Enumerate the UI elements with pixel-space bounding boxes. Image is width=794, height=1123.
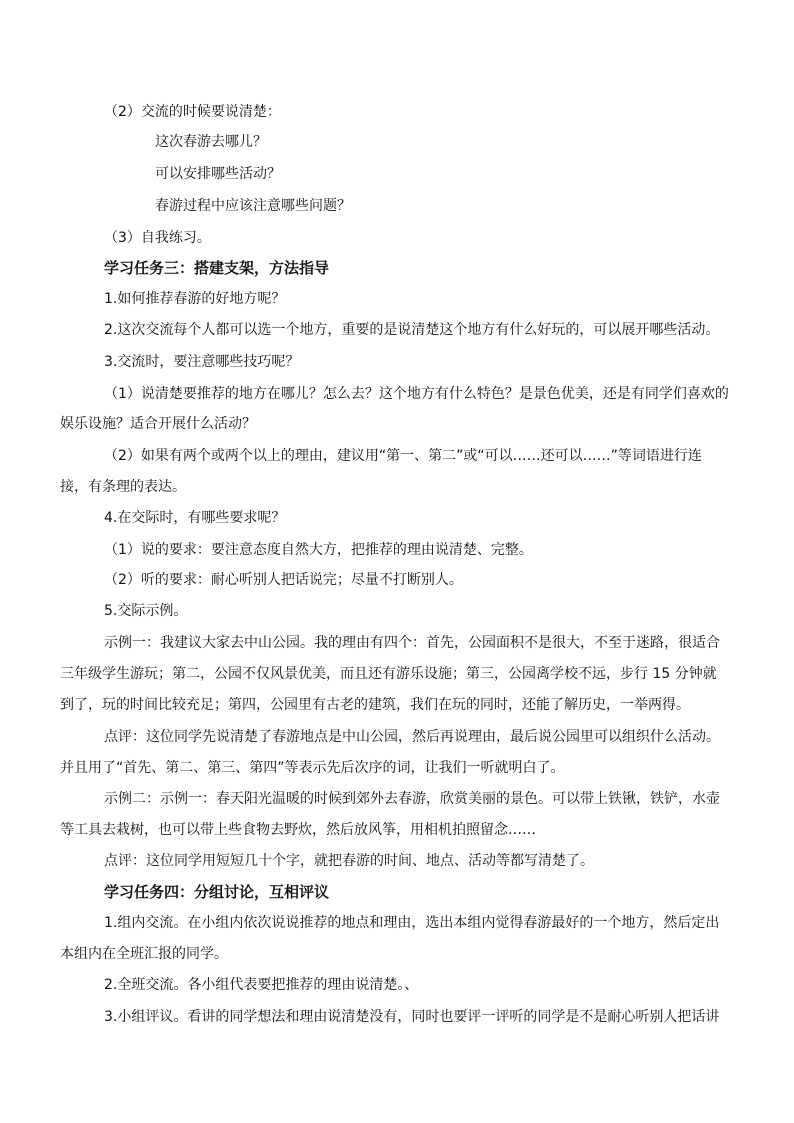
text-line: 三年级学生游玩；第二，公园不仅风景优美，而且还有游乐设施；第三，公园离学校不远，步行 15 分钟就 — [60, 666, 717, 682]
text-line: 3.交流时，要注意哪些技巧呢？ — [104, 354, 300, 370]
text-line: 娱乐设施？适合开展什么活动？ — [60, 416, 256, 432]
text-line: 4.在交际时，有哪些要求呢？ — [104, 510, 286, 526]
text-line: （1）说的要求：要注意态度自然大方，把推荐的理由说清楚、完整。 — [104, 542, 533, 558]
text-line: 示例二：示例一：春天阳光温暖的时候到郊外去春游，欣赏美丽的景色。可以带上铁锹，铁铲，水壶 — [104, 791, 720, 807]
text-line: 本组内在全班汇报的同学。 — [60, 946, 228, 962]
text-line: 5.交际示例。 — [104, 603, 188, 619]
text-line: 并且用了“首先、第二、第三、第四”等表示先后次序的词，让我们一听就明白了。 — [60, 760, 565, 776]
section-heading: 学习任务四：分组讨论，互相评议 — [104, 883, 330, 901]
text-line: （1）说清楚要推荐的地方在哪儿？怎么去？这个地方有什么特色？是景色优美，还是有同学们喜欢的 — [104, 386, 729, 402]
text-line: 点评：这位同学用短短几十个字，就把春游的时间、地点、活动等都写清楚了。 — [104, 853, 594, 869]
text-line: 1.如何推荐春游的好地方呢？ — [104, 291, 286, 307]
text-line: 可以安排哪些活动？ — [155, 166, 281, 182]
text-line: 到了，玩的时间比较充足；第四，公园里有古老的建筑，我们在玩的同时，还能了解历史，一举两得。 — [60, 697, 690, 713]
text-line: 2.全班交流。各小组代表要把推荐的理由说清楚。、 — [104, 977, 419, 993]
section-heading: 学习任务三：搭建支架，方法指导 — [104, 259, 330, 277]
text-line: （2）交流的时候要说清楚： — [104, 104, 281, 120]
text-line: 示例一：我建议大家去中山公园。我的理由有四个：首先，公园面积不是很大，不至于迷路，很适合 — [104, 635, 720, 651]
text-line: （2）听的要求：耐心听别人把话说完；尽量不打断别人。 — [104, 572, 463, 588]
text-line: 这次春游去哪儿？ — [155, 134, 267, 150]
text-line: 点评：这位同学先说清楚了春游地点是中山公园，然后再说理由，最后说公园里可以组织什么活动。 — [104, 729, 720, 745]
text-line: 接，有条理的表达。 — [60, 479, 186, 495]
text-line: 1.组内交流。在小组内依次说说推荐的地点和理由，选出本组内觉得春游最好的一个地方，然后定出 — [104, 915, 720, 931]
text-line: 2.这次交流每个人都可以选一个地方，重要的是说清楚这个地方有什么好玩的，可以展开哪些活动。 — [104, 322, 720, 338]
text-line: 等工具去栽树，也可以带上些食物去野炊，然后放风筝，用相机拍照留念…… — [60, 822, 536, 838]
text-line: 春游过程中应该注意哪些问题？ — [155, 198, 351, 214]
text-line: 3.小组评议。看讲的同学想法和理由说清楚没有，同时也要评一评听的同学是不是耐心听别人把话讲 — [104, 1009, 720, 1025]
text-line: （2）如果有两个或两个以上的理由，建议用“第一、第二”或“可以……还可以……”等词语进行连 — [104, 448, 702, 464]
text-line: （3）自我练习。 — [104, 230, 211, 246]
